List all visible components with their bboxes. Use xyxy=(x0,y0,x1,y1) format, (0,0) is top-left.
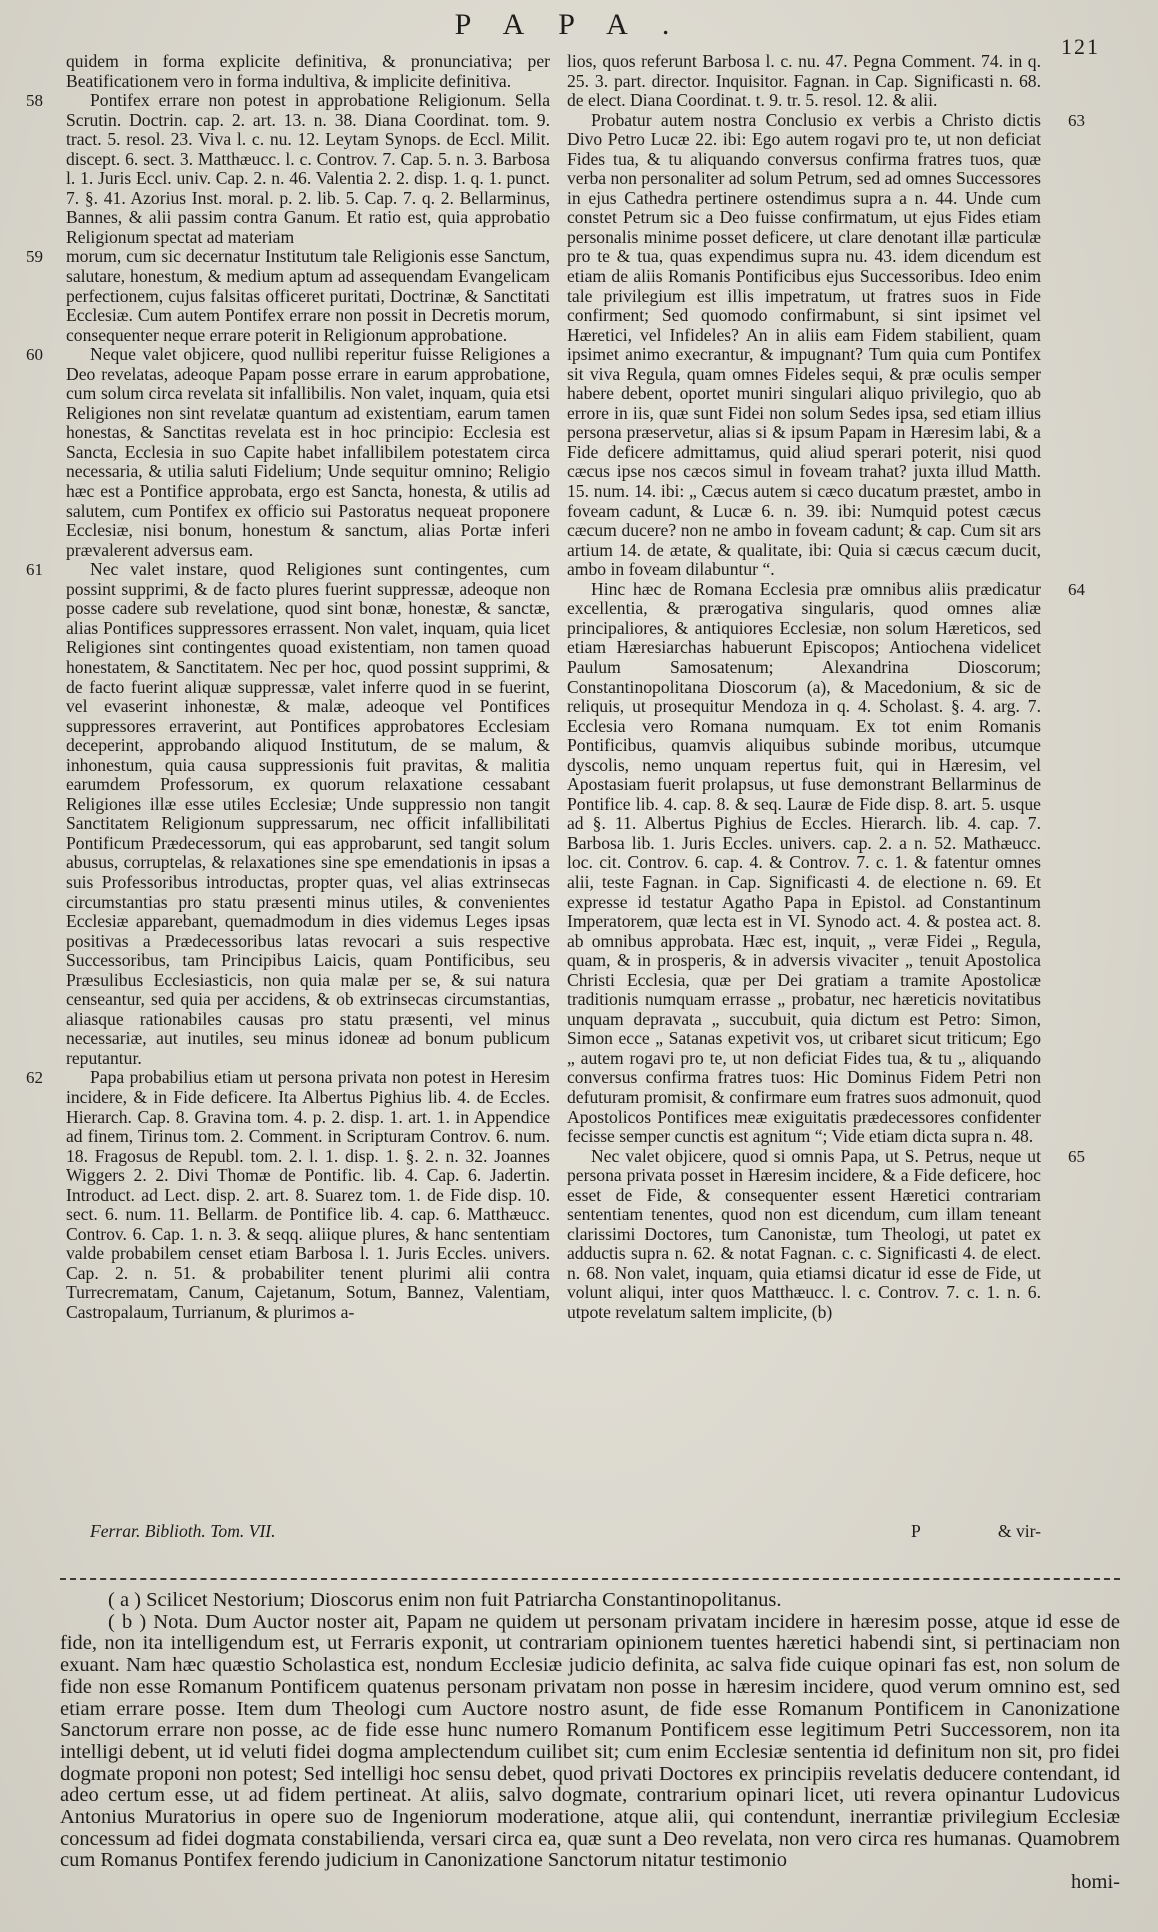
margin-number: 59 xyxy=(26,247,43,267)
footnote-divider xyxy=(60,1578,1120,1580)
paragraph: 63 Probatur autem nostra Conclusio ex verbis a Christo dictis Divo Petro Lucæ 22. ibi: Ego autem rogavi pro te, ut non deficiat Fides tua, & tu aliquando conversus confirma fratres tuos, quæ verba non personaliter ad solum Petrum, sed ad omnes Successores in ejus Cathedra pertinere ostendimus supra a n. 44. Unde cum constet Petrum sic a Deo fuisse confirmatum, ut ejus Fides etiam personalis minime posset deficere, ut clare denotant illæ particulæ pro te & tua, quas expendimus supra nu. 43. idem dicendum est etiam de aliis Romanis Pontificibus ejus Successoribus. Ideo enim tale privilegium est illis impetratum, ut fratres suos in Fide confirment; Sed quomodo confirmabunt, si sint ipsimet vel Hæretici, vel Infideles? An in aliis eam Fidem stabilient, quam ipsimet animo execrantur, & impugnant? Tum quia cum Pontifex sit viva Regula, quam omnes Fideles sequi, & præ oculis semper habere debent, oportet muniri singulari aliquo privilegio, quo ab errore in iis, quæ sunt Fidei non solum Sedes ipsa, sed etiam illius persona præservetur, alias si & ipsum Papam in Hæresim labi, & a Fide deficere admittamus, quid aliud sperari poterit, nisi quod cæcus ipse nos cæcos simul in foveam trahat? juxta illud Matth. 15. num. 14. ibi: „ Cæcus autem si cæco ducatum præstet, ambo in foveam cadunt, & Lucæ 6. n. 39. ibi: Numquid potest cæcus cæcum ducere? non ne ambo in foveam cadunt; & cap. Cum sit ars artium 14. de ætate, & qualitate, ibi: Quia si cæcus cæcum ducit, ambo in foveam dilabuntur “. xyxy=(567,109,1085,580)
footnote: ( a ) Scilicet Nestorium; Dioscorus enim non fuit Patriarcha Constantinopolitanus. xyxy=(108,1589,782,1611)
right-column xyxy=(567,51,1085,1323)
paragraph: 61 Nec valet instare, quod Religiones sunt contingentes, cum possint supprimi, & de facto plures fuerint suppressæ, adeoque non posse cadere sub revelatione, quod sint bonæ, honestæ, & sanctæ, alias Pontifices suppressores errassent. Non valet, inquam, quia licet Religiones sint contingentes quoad existentiam, non tamen quoad honestatem, & Sanctitatem. Nec per hoc, quod possint supprimi, & de facto fuerint aliquæ suppressæ, valet inferre quod in se fuerint, vel evaserint inhonestæ, & malæ, adeoque vel Pontifices suppressores erraverint, aut Pontifices approbatores Ecclesiam deceperint, approbando aliquod Institutum, de se malum, & inhonestum, quia causa suppressionis fuit pravitas, & malitia earumdem Professorum, ex quorum relaxatione cessabant Religiones illæ esse utiles Ecclesiæ; Unde suppressio non tangit Sanctitatem Religionum suppressarum, nec officit infallibilitati Pontificum Prædecessorum, qui eas approbarunt, sed tangit solum abusus, corruptelas, & relaxationes sine spe emendationis in ipsas a suis Professoribus introductas, propter quas, vel alias extrinsecas circumstantias pro statu præsenti minus utiles, & convenientes Ecclesiæ apparebant, quemadmodum in dies videmus Leges ipsas positivas a Prædecessoribus latas revocari a suis respective Successoribus, tam Principibus Laicis, quam Pontificibus, seu Præsulibus Ecclesiasticis, non quia malæ per se, & sui natura censeantur, sed quia per accidens, & ob extrinsecas circumstantias, aliasque rationabiles causas pro statu præsenti, vel minus necessariæ, aut inutiles, seu minus idoneæ ad bonum publicum reputantur. xyxy=(26,559,550,1068)
volume-reference: Ferrar. Biblioth. Tom. VII. xyxy=(90,1521,276,1541)
paragraph: 64 Hinc hæc de Romana Ecclesia præ omnibus aliis prædicatur excellentia, & prærogativa singularis, quod omnes aliæ principaliores, & antiquiores Ecclesiæ, non solum Hæreticos, sed etiam Hæresiarchas habuerunt Episcopos; Antiochena videlicet Paulum Samosatenum; Alexandrina Dioscorum; Constantinopolitana Dioscorum (a), & Macedonium, & sic de reliquis, ut prosequitur Mendoza in q. 4. Scholast. §. 4. arg. 7. Ecclesia vero Romana numquam. Ex tot enim Romanis Pontificibus, quamvis aliquibus subinde moribus, utcumque dyscolis, nemo unquam repertus fuit, qui in Hæresim, vel Apostasiam fuerit prolapsus, ut fuse demonstrant Bellarminus de Pontifice lib. 4. cap. 8. & seq. Lauræ de Fide disp. 8. art. 5. usque ad §. 11. Albertus Pighius de Eccles. Hierarch. lib. 4. cap. 7. Barbosa lib. 1. Juris Eccles. univers. cap. 2. a n. 52. Mathæucc. loc. cit. Controv. 6. cap. 4. & Controv. 7. c. 1. & fatentur omnes alii, teste Fagnan. in Cap. Significasti 4. de electione n. 69. Et expresse id testatur Agatho Papa in Epistol. ad Constantinum Imperatorem, quæ lecta est in VI. Synodo act. 4. & postea act. 8. ab omnibus approbata. Hæc est, inquit, „ veræ Fidei „ Regula, quam, & in prosperis, & in adversis vivaciter „ tenuit Apostolica Christi Ecclesia, quæ per Dei gratiam a tramite Apostolicæ traditionis numquam errasse „ probatur, nec hæreticis novitatibus unquam depravata „ succubuit, quia dictum est Petro: Simon, Simon ecce „ Satanas expetivit vos, ut cribaret sicut triticum; Ego „ autem rogavi pro te, ut non deficiat Fides tua, & tu „ aliquando conversus confirma fratres tuos: Hic Dominus Fidem Petri non defuturam promisit, & confirmare eum fratres suos admonuit, quod Apostolicos Pontifices meæ exiguitatis prædecessores confidenter fecisse semper cunctis est agnitum “; Vide etiam dicta supra n. 48. xyxy=(567,578,1085,1147)
paragraph: lios, quos referunt Barbosa l. c. nu. 47. Pegna Comment. 74. in q. 25. 3. part. director. Inquisitor. Fagnan. in Cap. Significasti n. 68. de elect. Diana Coordinat. t. 9. tr. 5. resol. 12. & alii. xyxy=(567,51,1041,111)
footnote: ( b ) Nota. Dum Auctor noster ait, Papam ne quidem ut personam privatam incidere in hæresim posse, atque id esse de fide, non ita intelligendum est, ut Ferraris exponit, ut contrariam opinionem tuentes hæretici habendi sint, si pertinaciam non exuant. Nam hæc quæstio Scholastica est, nondum Ecclesiæ judicio definita, ac salva fide cuique opinari fas est, non solum de fide non esse Romanum Pontificem quatenus personam privatam non posse in hæresim incidere, quod verum omnino est, sed etiam errare posse. Item dum Theologi cum Auctore nostro asunt, de fide esse Romanum Pontificem in Canonizatione Sanctorum errare non posse, ac de fide esse hunc numero Romanum Pontificem esse legitimum Petri Successorem, non ita intelligi debent, ut id veluti fidei dogma amplectendum cuilibet sit; cum enim Ecclesiæ sententia id definitum non sit, pro fidei dogmate proponi non potest; Sed intelligi hoc sensu debet, quod privati Doctores ex principiis revelatis deducere contendant, id adeo certum esse, ut ad fidem pertineat. At aliis, salvo dogmate, contrarium opinari licet, uti revera opinantur Ludovicus Antonius Muratorius in opere suo de Ingeniorum moderatione, atque alii, qui contendunt, inerrantiæ privilegium Ecclesiæ concessum ad fidei dogmata constabilienda, versari circa ea, quæ sunt a Deo revelata, non vero circa res humanas. Quamobrem cum Romanus Pontifex ferendo judicium in Canonizatione Sanctorum nitatur testimonio xyxy=(60,1610,1120,1872)
footnote-catchword: homi- xyxy=(1071,1871,1120,1894)
paragraph: 62 Papa probabilius etiam ut persona privata non potest in Heresim incidere, & in Fide deficere. Ita Albertus Pighius lib. 4. de Eccles. Hierarch. Cap. 8. Gravina tom. 4. p. 2. disp. 1. art. 1. in Appendice ad finem, Tirinus tom. 2. Comment. in Scripturam Controv. 6. num. 18. Fragosus de Republ. tom. 2. l. 1. disp. 1. §. 2. n. 32. Joannes Wiggers 2. 2. Divi Thomæ de Pontific. lib. 4. Cap. 6. Jadertin. Introduct. ad Lect. disp. 2. art. 8. Suarez tom. 1. de Fide disp. 10. sect. 6. num. 11. Bellarm. de Pontifice lib. 4. cap. 6. Matthæucc. Controv. 6. Cap. 1. n. 3. & seqq. aliique plures, & hanc sententiam valde probabilem censet etiam Barbosa l. 1. Juris Eccles. univers. Cap. 2. n. 51. & probabiliter tenent plurimi alii contra Turrecrematam, Canum, Cajetanum, Sotum, Bannez, Valentiam, Castropalaum, Turrianum, & plurimos a- xyxy=(26,1067,550,1322)
paragraph: 60 Neque valet objicere, quod nullibi reperitur fuisse Religiones a Deo revelatas, adeoque Papam posse errare in earum approbatione, cum solum circa revelata sit infallibilis. Non valet, inquam, quia etsi Religiones non sint revelatæ quantum ad existentiam, earum tamen honestas, & Sanctitas revelata est in hoc principio: Ecclesia est Sancta, Ecclesia in suo Capite habet infallibilem potestatem circa necessaria, & utilia saluti Fidelium; Unde sequitur omnino; Religio hæc est a Pontifice approbata, ergo est Sancta, honesta, & utilis ad salutem, cum Pontifex ex officio sui Pastoratus nequeat proponere Ecclesiæ, nisi bonum, honestum & sanctum, alias Portæ inferi prævalerent adversus eam. xyxy=(26,344,550,560)
page-number: 121 xyxy=(1061,34,1100,59)
signature-mark: P xyxy=(911,1521,921,1541)
margin-number: 58 xyxy=(26,91,43,111)
paragraph: 59 morum, cum sic decernatur Institutum tale Religionis esse Sanctum, salutare, honestum, & medium aptum ad assequendam Evangelicam perfectionem, cujus falsitas officeret puritati, Doctrinæ, & Sanctitati Ecclesiæ. Cum autem Pontifex errare non possit in Decretis morum, consequenter neque errare poterit in Religionum approbatione. xyxy=(26,246,550,345)
catchword: & vir- xyxy=(997,1521,1041,1541)
margin-number: 65 xyxy=(1068,1146,1085,1166)
running-head-title: PAPA. xyxy=(454,8,704,41)
left-column xyxy=(26,51,550,1323)
margin-number: 63 xyxy=(1068,110,1085,130)
margin-number: 61 xyxy=(26,560,43,580)
margin-number: 62 xyxy=(26,1068,43,1088)
paragraph: 65 Nec valet objicere, quod si omnis Papa, ut S. Petrus, neque ut persona privata posset in Hæresim incidere, & a Fide deficere, hoc esset de Fide, & consequenter essent Hæretici contrariam sententiam tenentes, quod non est dicendum, cum illam teneant clarissimi Doctores, tum Canonistæ, tum Theologi, ut patet ex adductis supra n. 62. & notat Fagnan. c. c. Significasti 4. de elect. n. 68. Non valet, inquam, quia etiamsi dicatur id esse de Fide, ut volunt aliqui, inter quos Matthæucc. l. c. Controv. 7. c. 1. n. 6. utpote revelatum saltem implicite, (b) xyxy=(567,1145,1085,1322)
margin-number: 64 xyxy=(1068,579,1085,599)
margin-number: 60 xyxy=(26,345,43,365)
paragraph: 58 Pontifex errare non potest in approbatione Religionum. Sella Scrutin. Doctrin. cap. 2. art. 13. n. 38. Diana Coordinat. tom. 9. tract. 5. resol. 23. Viva l. c. nu. 12. Leytam Synops. de Eccl. Milit. discept. 6. sect. 3. Matthæucc. l. c. Controv. 7. Cap. 5. n. 3. Barbosa l. 1. Juris Eccl. univ. Cap. 2. n. 46. Valentia 2. 2. disp. 1. q. 1. punct. 7. §. 41. Azorius Inst. moral. p. 2. lib. 5. Cap. 7. q. 2. Bellarminus, Bannes, & alii passim contra Ganum. Et ratio est, quia approbatio Religionum spectat ad materiam xyxy=(26,90,550,247)
footnotes xyxy=(60,1590,1120,1894)
paragraph: quidem in forma explicite definitiva, & pronunciativa; per Beatificationem vero in forma indultiva, & implicite definitiva. xyxy=(66,51,550,91)
